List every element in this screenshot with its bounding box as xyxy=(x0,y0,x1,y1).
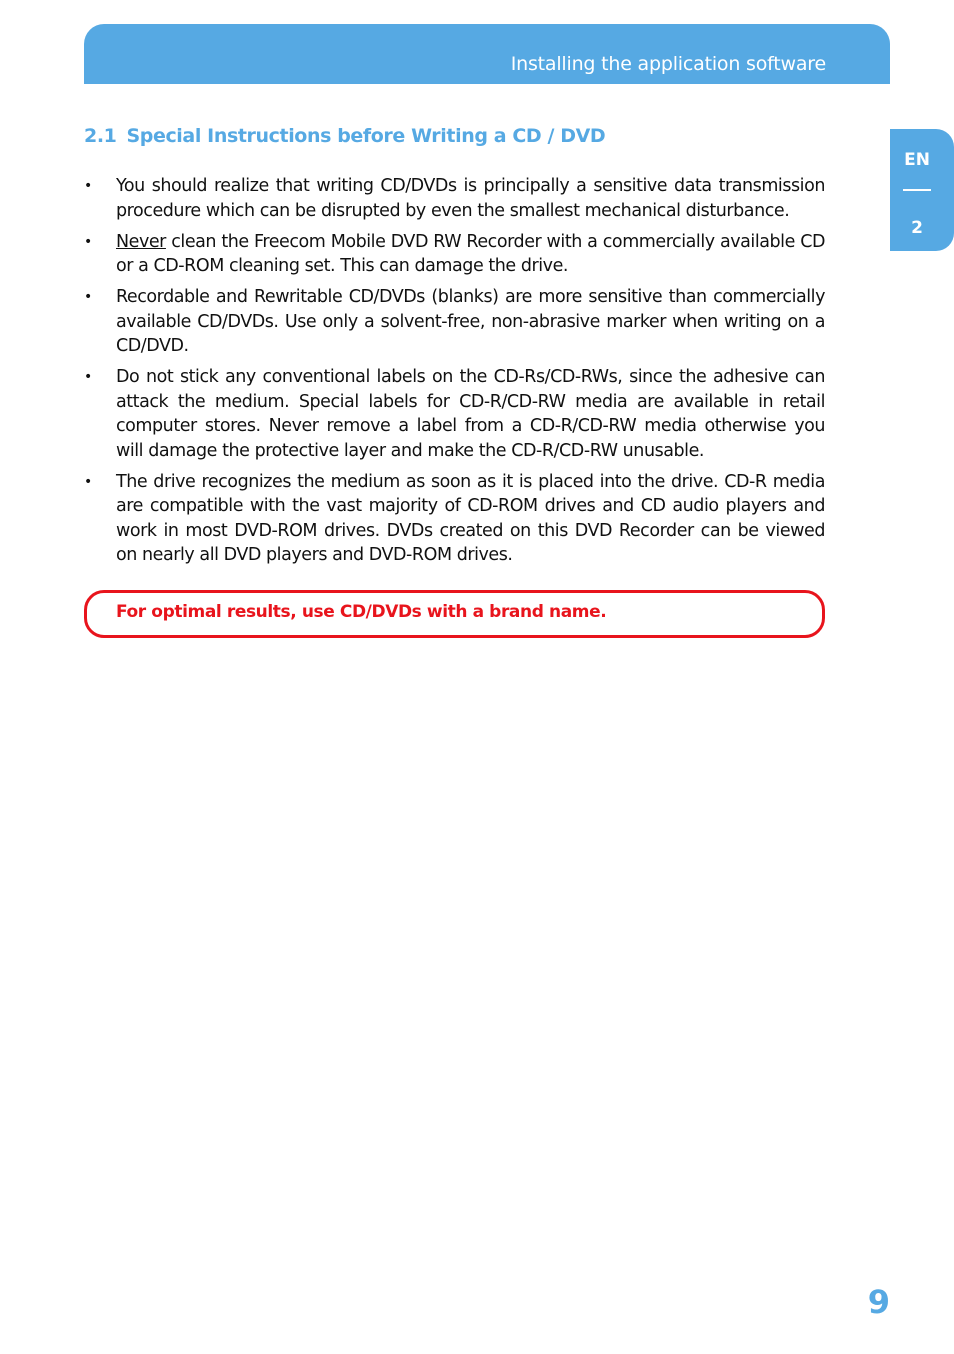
list-item xyxy=(84,230,825,279)
chapter-number: 2 xyxy=(911,218,923,238)
list-item-text: You should realize that writing CD/DVDs is principally a sensitive data transmission procedure which can be disrupted by even the smallest mechanical disturbance. xyxy=(116,176,825,221)
section-heading xyxy=(84,125,605,147)
list-item-text: clean the Freecom Mobile DVD RW Recorder with a commercially available CD or a CD-ROM cleaning set. This can damage the drive. xyxy=(116,231,825,276)
list-item-text: Do not stick any conventional labels on the CD-Rs/CD-RWs, since the adhesive can attack the medium. Special labels for CD-R/CD-RW media are available in retail computer stores. Never remove a label from a CD-R/CD-RW media otherwise you will damage the protective layer and make the CD-R/CD-RW unusable. xyxy=(116,367,825,461)
side-tab-divider xyxy=(903,189,931,191)
instruction-list xyxy=(84,174,825,574)
list-item-text: Recordable and Rewritable CD/DVDs (blanks) are more sensitive than commercially available CD/DVDs. Use only a solvent-free, non-abrasive marker when writing on a CD/DVD. xyxy=(116,287,825,356)
list-item-emphasis: Never xyxy=(116,231,166,252)
list-item xyxy=(84,285,825,359)
language-label: EN xyxy=(904,150,930,170)
list-item xyxy=(84,174,825,223)
list-item-text: The drive recognizes the medium as soon as it is placed into the drive. CD-R media are compatible with the vast majority of CD-ROM drives and CD audio players and work in most DVD-ROM drives. DVDs created on this DVD Recorder can be viewed on nearly all DVD players and DVD-ROM drives. xyxy=(116,471,825,565)
page-number: 9 xyxy=(867,1283,890,1321)
chapter-side-tab xyxy=(890,129,954,251)
list-item xyxy=(84,365,825,463)
section-number: 2.1 xyxy=(84,125,117,147)
header-title: Installing the application software xyxy=(510,53,826,75)
warning-note-box xyxy=(84,590,825,638)
section-title: Special Instructions before Writing a CD / DVD xyxy=(126,125,606,147)
warning-note-text: For optimal results, use CD/DVDs with a brand name. xyxy=(116,602,607,622)
header-bar xyxy=(84,24,890,84)
list-item xyxy=(84,470,825,568)
